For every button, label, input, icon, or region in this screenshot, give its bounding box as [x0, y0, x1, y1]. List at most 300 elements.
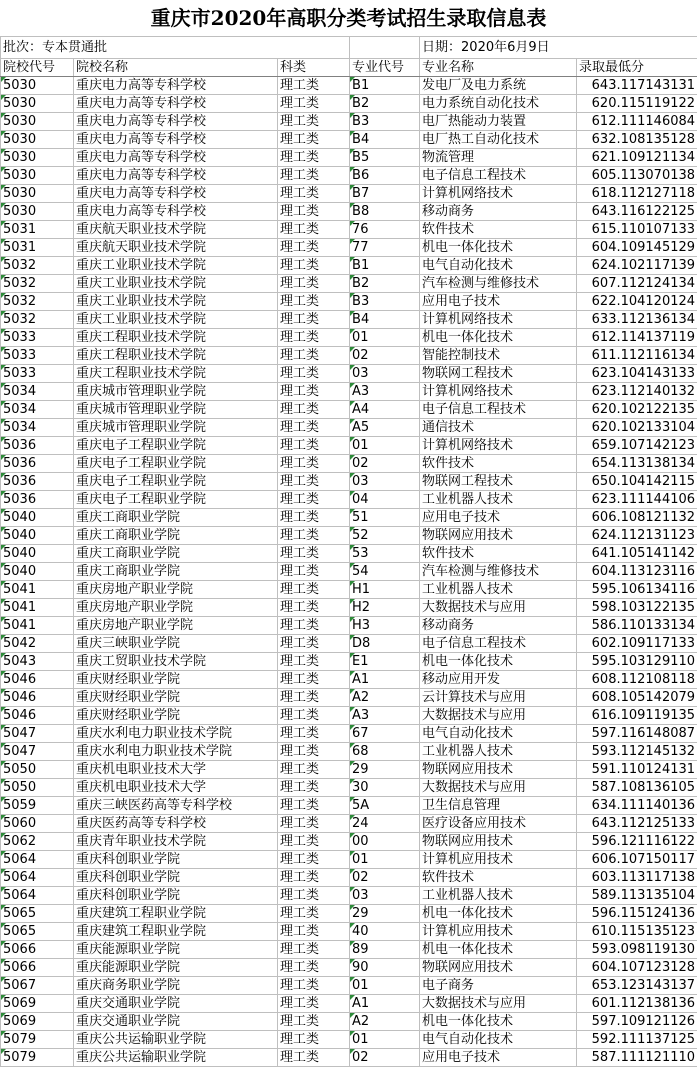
- min-score-cell: 593.112145132: [577, 743, 697, 761]
- school-code-cell: 5060: [1, 815, 74, 833]
- major-name-cell: 计算机应用技术: [420, 923, 577, 941]
- major-code-cell: 76: [350, 221, 420, 239]
- table-row: [1, 401, 697, 419]
- table-row: [1, 113, 697, 131]
- table-row: [1, 743, 697, 761]
- table-row: [1, 347, 697, 365]
- min-score-cell: 596.115124136: [577, 905, 697, 923]
- school-code-cell: 5067: [1, 977, 74, 995]
- min-score-cell: 624.102117139: [577, 257, 697, 275]
- table-row: [1, 419, 697, 437]
- min-score-cell: 618.112127118: [577, 185, 697, 203]
- school-name-cell: 重庆房地产职业学院: [74, 599, 278, 617]
- school-name-cell: 重庆三峡医药高等专科学校: [74, 797, 278, 815]
- school-name-cell: 重庆电力高等专科学校: [74, 95, 278, 113]
- table-row: [1, 365, 697, 383]
- school-name-cell: 重庆水利电力职业技术学院: [74, 743, 278, 761]
- school-code-cell: 5079: [1, 1049, 74, 1067]
- min-score-cell: 595.106134116: [577, 581, 697, 599]
- major-name-cell: 工业机器人技术: [420, 491, 577, 509]
- table-row: [1, 707, 697, 725]
- min-score-cell: 643.116122125: [577, 203, 697, 221]
- school-code-cell: 5069: [1, 1013, 74, 1031]
- table-row: [1, 923, 697, 941]
- major-name-cell: 医疗设备应用技术: [420, 815, 577, 833]
- category-cell: 理工类: [278, 329, 350, 347]
- major-name-cell: 物联网应用技术: [420, 527, 577, 545]
- school-code-cell: 5032: [1, 275, 74, 293]
- table-row: [1, 131, 697, 149]
- school-code-cell: 5064: [1, 869, 74, 887]
- school-name-cell: 重庆电力高等专科学校: [74, 149, 278, 167]
- major-name-cell: 物联网应用技术: [420, 959, 577, 977]
- table-row: [1, 941, 697, 959]
- major-code-cell: A1: [350, 995, 420, 1013]
- school-code-cell: 5033: [1, 329, 74, 347]
- min-score-cell: 596.121116122: [577, 833, 697, 851]
- major-code-cell: 67: [350, 725, 420, 743]
- category-cell: 理工类: [278, 203, 350, 221]
- category-cell: 理工类: [278, 671, 350, 689]
- major-name-cell: 通信技术: [420, 419, 577, 437]
- major-code-cell: B8: [350, 203, 420, 221]
- min-score-cell: 620.102122135: [577, 401, 697, 419]
- school-name-cell: 重庆工业职业技术学院: [74, 257, 278, 275]
- major-code-cell: A2: [350, 689, 420, 707]
- category-cell: 理工类: [278, 527, 350, 545]
- category-cell: 理工类: [278, 239, 350, 257]
- school-name-cell: 重庆工程职业技术学院: [74, 329, 278, 347]
- table-row: [1, 653, 697, 671]
- school-code-cell: 5040: [1, 509, 74, 527]
- major-name-cell: 电子信息工程技术: [420, 635, 577, 653]
- col-header-major-code: 专业代号: [350, 59, 420, 77]
- table-row: [1, 617, 697, 635]
- school-name-cell: 重庆电力高等专科学校: [74, 203, 278, 221]
- school-name-cell: 重庆机电职业技术大学: [74, 761, 278, 779]
- major-name-cell: 机电一体化技术: [420, 941, 577, 959]
- school-name-cell: 重庆城市管理职业学院: [74, 401, 278, 419]
- min-score-cell: 597.116148087: [577, 725, 697, 743]
- min-score-cell: 641.105141142: [577, 545, 697, 563]
- major-code-cell: 00: [350, 833, 420, 851]
- school-code-cell: 5031: [1, 239, 74, 257]
- table-row: [1, 581, 697, 599]
- school-name-cell: 重庆工商职业学院: [74, 545, 278, 563]
- table-row: [1, 797, 697, 815]
- school-code-cell: 5047: [1, 743, 74, 761]
- major-code-cell: B6: [350, 167, 420, 185]
- school-code-cell: 5032: [1, 311, 74, 329]
- category-cell: 理工类: [278, 923, 350, 941]
- min-score-cell: 589.113135104: [577, 887, 697, 905]
- school-name-cell: 重庆航天职业技术学院: [74, 221, 278, 239]
- table-row: [1, 383, 697, 401]
- school-name-cell: 重庆医药高等专科学校: [74, 815, 278, 833]
- min-score-cell: 602.109117133: [577, 635, 697, 653]
- major-code-cell: 24: [350, 815, 420, 833]
- table-row: [1, 149, 697, 167]
- table-row: [1, 203, 697, 221]
- school-name-cell: 重庆工业职业技术学院: [74, 275, 278, 293]
- school-name-cell: 重庆航天职业技术学院: [74, 239, 278, 257]
- major-name-cell: 机电一体化技术: [420, 905, 577, 923]
- category-cell: 理工类: [278, 491, 350, 509]
- school-code-cell: 5079: [1, 1031, 74, 1049]
- school-code-cell: 5034: [1, 401, 74, 419]
- table-row: [1, 599, 697, 617]
- category-cell: 理工类: [278, 689, 350, 707]
- category-cell: 理工类: [278, 311, 350, 329]
- school-code-cell: 5032: [1, 293, 74, 311]
- school-name-cell: 重庆水利电力职业技术学院: [74, 725, 278, 743]
- school-code-cell: 5032: [1, 257, 74, 275]
- school-code-cell: 5046: [1, 689, 74, 707]
- min-score-cell: 608.112108118: [577, 671, 697, 689]
- table-row: [1, 761, 697, 779]
- school-code-cell: 5050: [1, 779, 74, 797]
- min-score-cell: 611.112116134: [577, 347, 697, 365]
- major-name-cell: 移动商务: [420, 203, 577, 221]
- school-name-cell: 重庆城市管理职业学院: [74, 383, 278, 401]
- school-code-cell: 5033: [1, 365, 74, 383]
- major-name-cell: 大数据技术与应用: [420, 599, 577, 617]
- min-score-cell: 605.113070138: [577, 167, 697, 185]
- school-code-cell: 5036: [1, 473, 74, 491]
- school-name-cell: 重庆工商职业学院: [74, 563, 278, 581]
- major-name-cell: 计算机网络技术: [420, 311, 577, 329]
- school-code-cell: 5065: [1, 923, 74, 941]
- min-score-cell: 610.115135123: [577, 923, 697, 941]
- table-row: [1, 185, 697, 203]
- category-cell: 理工类: [278, 1013, 350, 1031]
- major-name-cell: 计算机应用技术: [420, 851, 577, 869]
- major-name-cell: 物联网工程技术: [420, 365, 577, 383]
- major-name-cell: 电子信息工程技术: [420, 167, 577, 185]
- category-cell: 理工类: [278, 725, 350, 743]
- major-name-cell: 软件技术: [420, 545, 577, 563]
- school-code-cell: 5040: [1, 563, 74, 581]
- table-row: [1, 473, 697, 491]
- major-code-cell: 68: [350, 743, 420, 761]
- major-name-cell: 计算机网络技术: [420, 383, 577, 401]
- major-code-cell: B3: [350, 113, 420, 131]
- category-cell: 理工类: [278, 131, 350, 149]
- table-row: [1, 887, 697, 905]
- school-name-cell: 重庆能源职业学院: [74, 941, 278, 959]
- min-score-cell: 587.108136105: [577, 779, 697, 797]
- major-name-cell: 应用电子技术: [420, 293, 577, 311]
- major-name-cell: 电厂热能动力装置: [420, 113, 577, 131]
- major-name-cell: 大数据技术与应用: [420, 707, 577, 725]
- category-cell: 理工类: [278, 347, 350, 365]
- category-cell: 理工类: [278, 833, 350, 851]
- school-name-cell: 重庆工程职业技术学院: [74, 347, 278, 365]
- min-score-cell: 597.109121126: [577, 1013, 697, 1031]
- table-row: [1, 995, 697, 1013]
- school-code-cell: 5036: [1, 437, 74, 455]
- school-name-cell: 重庆电子工程职业学院: [74, 473, 278, 491]
- table-row: [1, 167, 697, 185]
- min-score-cell: 616.109119135: [577, 707, 697, 725]
- school-code-cell: 5030: [1, 95, 74, 113]
- table-row: [1, 851, 697, 869]
- category-cell: 理工类: [278, 437, 350, 455]
- table-row: [1, 455, 697, 473]
- category-cell: 理工类: [278, 995, 350, 1013]
- school-code-cell: 5066: [1, 941, 74, 959]
- category-cell: 理工类: [278, 761, 350, 779]
- min-score-cell: 620.115119122: [577, 95, 697, 113]
- school-name-cell: 重庆财经职业学院: [74, 707, 278, 725]
- major-name-cell: 卫生信息管理: [420, 797, 577, 815]
- major-code-cell: 01: [350, 977, 420, 995]
- major-code-cell: H2: [350, 599, 420, 617]
- category-cell: 理工类: [278, 599, 350, 617]
- major-name-cell: 工业机器人技术: [420, 887, 577, 905]
- table-row: [1, 311, 697, 329]
- major-code-cell: B7: [350, 185, 420, 203]
- school-name-cell: 重庆电子工程职业学院: [74, 491, 278, 509]
- major-name-cell: 应用电子技术: [420, 1049, 577, 1067]
- major-code-cell: H1: [350, 581, 420, 599]
- major-code-cell: B4: [350, 131, 420, 149]
- min-score-cell: 654.113138134: [577, 455, 697, 473]
- major-code-cell: B5: [350, 149, 420, 167]
- major-code-cell: 30: [350, 779, 420, 797]
- school-name-cell: 重庆能源职业学院: [74, 959, 278, 977]
- major-name-cell: 汽车检测与维修技术: [420, 563, 577, 581]
- category-cell: 理工类: [278, 383, 350, 401]
- school-name-cell: 重庆电力高等专科学校: [74, 185, 278, 203]
- table-row: [1, 275, 697, 293]
- school-code-cell: 5033: [1, 347, 74, 365]
- category-cell: 理工类: [278, 221, 350, 239]
- major-code-cell: 89: [350, 941, 420, 959]
- major-code-cell: B1: [350, 257, 420, 275]
- min-score-cell: 633.112136134: [577, 311, 697, 329]
- school-code-cell: 5030: [1, 149, 74, 167]
- category-cell: 理工类: [278, 581, 350, 599]
- major-code-cell: 54: [350, 563, 420, 581]
- header-row: [1, 59, 697, 77]
- school-code-cell: 5069: [1, 995, 74, 1013]
- school-code-cell: 5030: [1, 113, 74, 131]
- school-name-cell: 重庆建筑工程职业学院: [74, 923, 278, 941]
- table-row: [1, 833, 697, 851]
- min-score-cell: 591.110124131: [577, 761, 697, 779]
- school-name-cell: 重庆财经职业学院: [74, 671, 278, 689]
- school-code-cell: 5040: [1, 527, 74, 545]
- table-row: [1, 977, 697, 995]
- major-code-cell: A5: [350, 419, 420, 437]
- category-cell: 理工类: [278, 743, 350, 761]
- school-code-cell: 5064: [1, 887, 74, 905]
- min-score-cell: 615.110107133: [577, 221, 697, 239]
- table-row: [1, 239, 697, 257]
- table-row: [1, 635, 697, 653]
- school-name-cell: 重庆电力高等专科学校: [74, 131, 278, 149]
- major-name-cell: 电厂热工自动化技术: [420, 131, 577, 149]
- major-name-cell: 应用电子技术: [420, 509, 577, 527]
- category-cell: 理工类: [278, 95, 350, 113]
- school-code-cell: 5041: [1, 617, 74, 635]
- school-name-cell: 重庆房地产职业学院: [74, 617, 278, 635]
- major-name-cell: 物流管理: [420, 149, 577, 167]
- min-score-cell: 608.105142079: [577, 689, 697, 707]
- table-row: [1, 95, 697, 113]
- school-name-cell: 重庆电力高等专科学校: [74, 167, 278, 185]
- major-name-cell: 物联网应用技术: [420, 761, 577, 779]
- school-name-cell: 重庆公共运输职业学院: [74, 1031, 278, 1049]
- major-code-cell: 40: [350, 923, 420, 941]
- category-cell: 理工类: [278, 275, 350, 293]
- major-code-cell: B2: [350, 275, 420, 293]
- school-code-cell: 5034: [1, 383, 74, 401]
- major-code-cell: 02: [350, 1049, 420, 1067]
- school-name-cell: 重庆公共运输职业学院: [74, 1049, 278, 1067]
- category-cell: 理工类: [278, 509, 350, 527]
- major-name-cell: 工业机器人技术: [420, 581, 577, 599]
- major-code-cell: 03: [350, 365, 420, 383]
- school-name-cell: 重庆工业职业技术学院: [74, 311, 278, 329]
- school-code-cell: 5050: [1, 761, 74, 779]
- col-header-major-name: 专业名称: [420, 59, 577, 77]
- category-cell: 理工类: [278, 1049, 350, 1067]
- school-name-cell: 重庆建筑工程职业学院: [74, 905, 278, 923]
- school-name-cell: 重庆机电职业技术大学: [74, 779, 278, 797]
- major-code-cell: 01: [350, 1031, 420, 1049]
- school-code-cell: 5030: [1, 203, 74, 221]
- major-name-cell: 软件技术: [420, 455, 577, 473]
- category-cell: 理工类: [278, 977, 350, 995]
- table-row: [1, 509, 697, 527]
- school-code-cell: 5036: [1, 455, 74, 473]
- min-score-cell: 612.111146084: [577, 113, 697, 131]
- school-name-cell: 重庆交通职业学院: [74, 995, 278, 1013]
- min-score-cell: 650.104142115: [577, 473, 697, 491]
- major-code-cell: 5A: [350, 797, 420, 815]
- major-code-cell: 01: [350, 437, 420, 455]
- major-code-cell: A2: [350, 1013, 420, 1031]
- min-score-cell: 592.111137125: [577, 1031, 697, 1049]
- school-code-cell: 5030: [1, 167, 74, 185]
- min-score-cell: 623.112140132: [577, 383, 697, 401]
- major-name-cell: 机电一体化技术: [420, 239, 577, 257]
- major-code-cell: B3: [350, 293, 420, 311]
- school-code-cell: 5066: [1, 959, 74, 977]
- category-cell: 理工类: [278, 419, 350, 437]
- major-code-cell: 29: [350, 905, 420, 923]
- category-cell: 理工类: [278, 401, 350, 419]
- major-code-cell: 02: [350, 455, 420, 473]
- school-code-cell: 5041: [1, 581, 74, 599]
- table-row: [1, 959, 697, 977]
- major-name-cell: 移动应用开发: [420, 671, 577, 689]
- major-code-cell: 03: [350, 473, 420, 491]
- category-cell: 理工类: [278, 941, 350, 959]
- category-cell: 理工类: [278, 563, 350, 581]
- school-code-cell: 5062: [1, 833, 74, 851]
- major-name-cell: 电气自动化技术: [420, 257, 577, 275]
- major-code-cell: E1: [350, 653, 420, 671]
- min-score-cell: 606.108121132: [577, 509, 697, 527]
- school-code-cell: 5040: [1, 545, 74, 563]
- major-name-cell: 物联网应用技术: [420, 833, 577, 851]
- major-name-cell: 电子信息工程技术: [420, 401, 577, 419]
- school-code-cell: 5041: [1, 599, 74, 617]
- min-score-cell: 622.104120124: [577, 293, 697, 311]
- table-row: [1, 257, 697, 275]
- table-row: [1, 545, 697, 563]
- school-name-cell: 重庆工商职业学院: [74, 509, 278, 527]
- min-score-cell: 659.107142123: [577, 437, 697, 455]
- category-cell: 理工类: [278, 185, 350, 203]
- major-name-cell: 机电一体化技术: [420, 1013, 577, 1031]
- school-code-cell: 5059: [1, 797, 74, 815]
- school-code-cell: 5047: [1, 725, 74, 743]
- table-row: [1, 221, 697, 239]
- major-code-cell: A4: [350, 401, 420, 419]
- category-cell: 理工类: [278, 545, 350, 563]
- school-name-cell: 重庆电子工程职业学院: [74, 437, 278, 455]
- table-row: [1, 1013, 697, 1031]
- table-row: [1, 905, 697, 923]
- meta-row: [1, 37, 697, 59]
- school-code-cell: 5042: [1, 635, 74, 653]
- min-score-cell: 593.098119130: [577, 941, 697, 959]
- category-cell: 理工类: [278, 149, 350, 167]
- major-name-cell: 电气自动化技术: [420, 725, 577, 743]
- school-code-cell: 5064: [1, 851, 74, 869]
- table-row: [1, 1049, 697, 1067]
- school-code-cell: 5031: [1, 221, 74, 239]
- major-name-cell: 计算机网络技术: [420, 437, 577, 455]
- major-name-cell: 大数据技术与应用: [420, 995, 577, 1013]
- school-name-cell: 重庆城市管理职业学院: [74, 419, 278, 437]
- category-cell: 理工类: [278, 293, 350, 311]
- category-cell: 理工类: [278, 779, 350, 797]
- major-name-cell: 大数据技术与应用: [420, 779, 577, 797]
- table-row: [1, 293, 697, 311]
- school-name-cell: 重庆工程职业技术学院: [74, 365, 278, 383]
- school-name-cell: 重庆青年职业技术学院: [74, 833, 278, 851]
- category-cell: 理工类: [278, 653, 350, 671]
- col-header-category: 科类: [278, 59, 350, 77]
- major-code-cell: 52: [350, 527, 420, 545]
- min-score-cell: 598.103122135: [577, 599, 697, 617]
- major-code-cell: 90: [350, 959, 420, 977]
- table-row: [1, 563, 697, 581]
- category-cell: 理工类: [278, 887, 350, 905]
- col-header-school-name: 院校名称: [74, 59, 278, 77]
- school-name-cell: 重庆电力高等专科学校: [74, 113, 278, 131]
- major-name-cell: 电气自动化技术: [420, 1031, 577, 1049]
- school-code-cell: 5046: [1, 671, 74, 689]
- major-name-cell: 云计算技术与应用: [420, 689, 577, 707]
- min-score-cell: 623.104143133: [577, 365, 697, 383]
- min-score-cell: 603.113117138: [577, 869, 697, 887]
- major-code-cell: 77: [350, 239, 420, 257]
- date-label: 日期：2020年6月9日: [420, 37, 697, 59]
- school-name-cell: 重庆电力高等专科学校: [74, 77, 278, 95]
- min-score-cell: 632.108135128: [577, 131, 697, 149]
- major-name-cell: 电力系统自动化技术: [420, 95, 577, 113]
- major-name-cell: 软件技术: [420, 869, 577, 887]
- school-code-cell: 5065: [1, 905, 74, 923]
- major-name-cell: 软件技术: [420, 221, 577, 239]
- min-score-cell: 623.111144106: [577, 491, 697, 509]
